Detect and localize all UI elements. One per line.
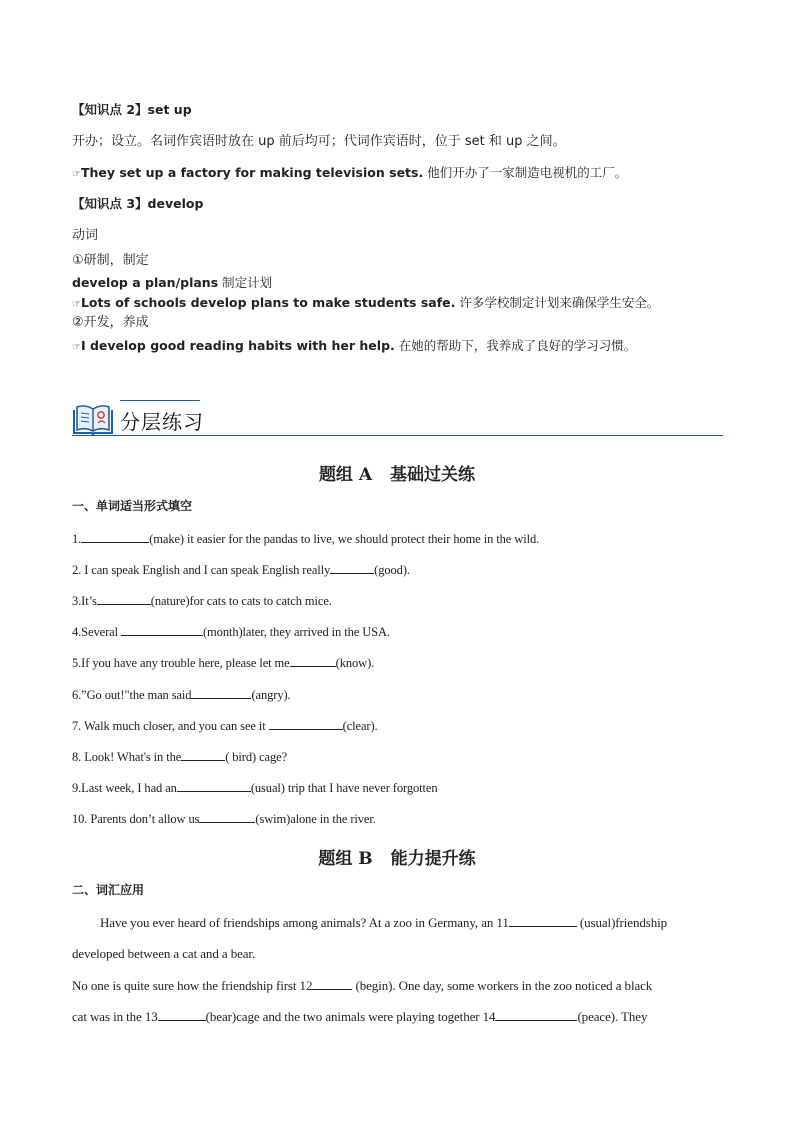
open-book-icon: [72, 400, 114, 436]
answer-blank[interactable]: [181, 748, 225, 761]
question-3: 3.It’s (nature)for cats to cats to catch mice.: [72, 594, 332, 608]
answer-blank[interactable]: [191, 686, 251, 699]
question-5: 5.If you have any trouble here, please let me (know).: [72, 656, 375, 670]
answer-blank[interactable]: [330, 561, 374, 574]
banner-top-rule: [120, 400, 200, 401]
question-7: 7. Walk much closer, and you can see it (clear).: [72, 719, 378, 733]
answer-blank[interactable]: [97, 592, 151, 605]
passage-line-3: No one is quite sure how the friendship first 12 (begin). One day, some workers in the zoo noticed a black: [72, 978, 653, 993]
pointing-hand-icon: ☞: [72, 342, 81, 353]
group-b-title: [0, 844, 794, 869]
passage-line-4: cat was in the 13 (bear)cage and the two animals were playing together 14 (peace). They: [72, 1009, 648, 1024]
pointing-hand-icon: ☞: [72, 169, 81, 180]
example-english: They set up a factory for making television sets.: [80, 165, 424, 180]
answer-blank[interactable]: [269, 717, 343, 730]
question-1: 1. (make) it easier for the pandas to live, we should protect their home in the wild.: [72, 532, 540, 546]
group-a-subtitle: 基础过关练: [390, 465, 476, 485]
phrase-chinese: 制定计划: [218, 275, 273, 290]
example-chinese: 许多学校制定计划来确保学生安全。: [455, 295, 660, 310]
answer-blank-11[interactable]: [509, 914, 577, 927]
group-b-label: 题组 B: [318, 849, 373, 869]
section-2-title: 二、词汇应用: [72, 883, 145, 897]
answer-blank[interactable]: [81, 530, 149, 543]
answer-blank[interactable]: [177, 779, 251, 792]
answer-blank[interactable]: [290, 654, 336, 667]
knowledge-point-2-definition: 开办；设立。名词作宾语时放在 up 前后均可；代词作宾语时，位于 set 和 up 之间。: [72, 134, 566, 149]
knowledge-point-3-example-2: [72, 338, 636, 356]
answer-blank-14[interactable]: [495, 1008, 577, 1021]
knowledge-point-3-example-1: [72, 295, 659, 313]
answer-blank[interactable]: [121, 623, 203, 636]
answer-blank[interactable]: [199, 810, 255, 823]
banner-title: 分层练习: [120, 410, 204, 434]
question-10: 10. Parents don’t allow us (swim)alone in the river.: [72, 812, 376, 826]
banner-underline: [72, 435, 723, 436]
knowledge-point-3-sense-2: ②开发，养成: [72, 315, 149, 330]
knowledge-point-3-pos: 动词: [72, 228, 99, 243]
question-6: 6.”Go out!"the man said (angry).: [72, 688, 291, 702]
pointing-hand-icon: ☞: [72, 299, 81, 310]
answer-blank-12[interactable]: [312, 977, 352, 990]
example-english: Lots of schools develop plans to make students safe.: [80, 295, 456, 310]
knowledge-point-2-example: [72, 165, 627, 183]
question-8: 8. Look! What's in the ( bird) cage?: [72, 750, 288, 764]
passage-line-2: developed between a cat and a bear.: [72, 946, 256, 961]
section-1-title: 一、单词适当形式填空: [72, 499, 193, 513]
question-2: 2. I can speak English and I can speak English really (good).: [72, 563, 410, 577]
knowledge-point-3-phrase: [72, 275, 272, 291]
group-a-title: [0, 460, 794, 485]
example-chinese: 他们开办了一家制造电视机的工厂。: [423, 165, 628, 180]
group-a-label: 题组 A: [318, 465, 373, 485]
example-english: I develop good reading habits with her help.: [80, 338, 395, 353]
answer-blank-13[interactable]: [158, 1008, 206, 1021]
knowledge-point-2-title: 【知识点 2】set up: [72, 102, 192, 117]
knowledge-point-3-title: 【知识点 3】develop: [72, 196, 204, 211]
group-b-subtitle: 能力提升练: [390, 849, 476, 869]
passage-line-1: Have you ever heard of friendships among animals? At a zoo in Germany, an 11 (usual)friendship: [100, 915, 668, 930]
example-chinese: 在她的帮助下，我养成了良好的学习习惯。: [394, 338, 637, 353]
phrase-english: develop a plan/plans: [72, 275, 219, 290]
question-9: 9.Last week, I had an (usual) trip that I have never forgotten: [72, 781, 438, 795]
knowledge-point-3-sense-1: ①研制，制定: [72, 253, 149, 268]
question-4: 4.Several (month)later, they arrived in the USA.: [72, 625, 390, 639]
